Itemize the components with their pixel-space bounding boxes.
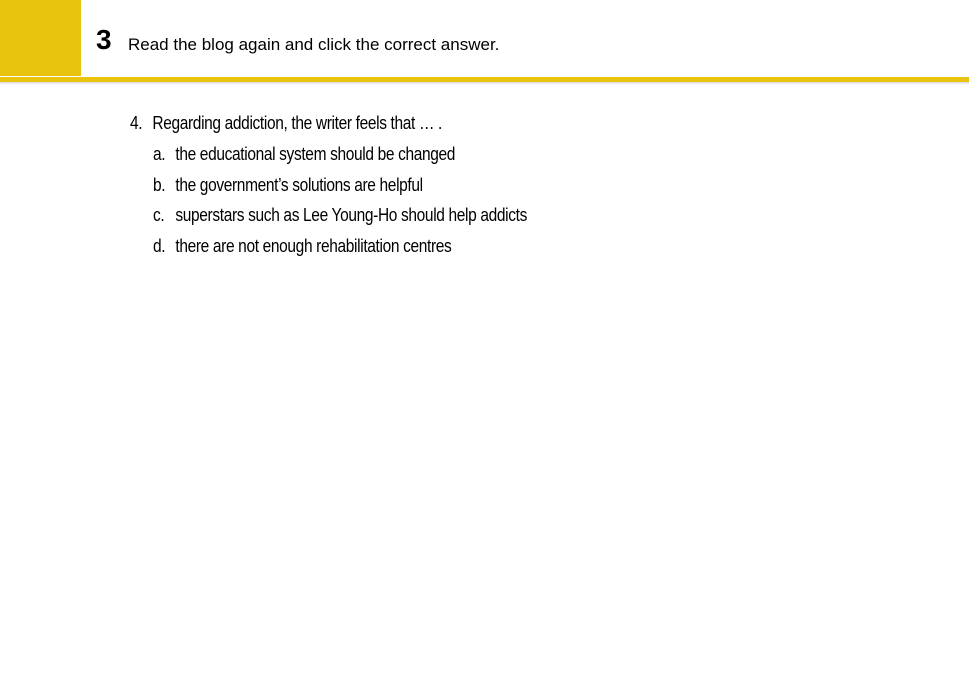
option-letter: d. (153, 235, 166, 256)
option-letter: a. (153, 144, 166, 164)
exercise-instruction: Read the blog again and click the correct answer. (128, 35, 500, 54)
question-stem (130, 110, 442, 136)
header-accent-block (0, 0, 81, 76)
answer-option-b[interactable] (153, 172, 527, 203)
option-text: there are not enough rehabilitation centres (175, 235, 452, 256)
answer-option-d[interactable] (153, 233, 527, 264)
option-text: superstars such as Lee Young-Ho should help addicts (175, 205, 528, 225)
option-text: the government’s solutions are helpful (175, 174, 423, 195)
answer-options (153, 141, 527, 263)
question (130, 110, 442, 136)
answer-option-a[interactable] (153, 141, 527, 172)
option-letter: b. (153, 174, 166, 195)
question-number: 4. (130, 113, 143, 133)
option-text: the educational system should be changed (175, 144, 456, 164)
answer-option-c[interactable] (153, 202, 527, 233)
exercise-number: 3 (96, 24, 112, 55)
question-text: Regarding addiction, the writer feels that … . (152, 113, 443, 133)
option-letter: c. (153, 205, 165, 225)
header-divider-shadow (0, 82, 969, 85)
